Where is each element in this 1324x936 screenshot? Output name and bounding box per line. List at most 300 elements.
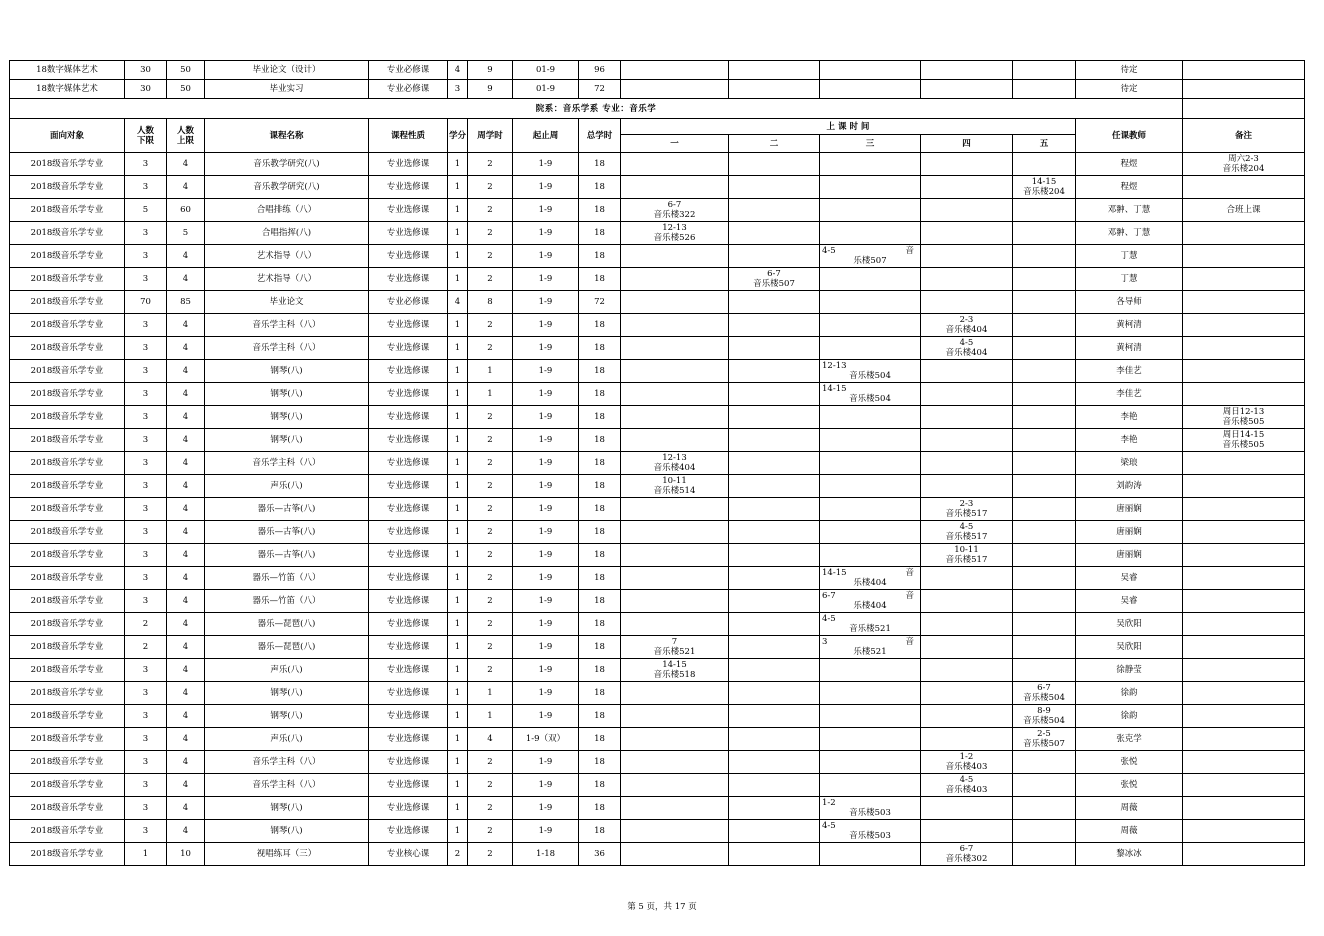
note-cell [1183,268,1305,291]
weekly-hours-cell: 9 [468,80,513,99]
header-course: 课程名称 [205,119,369,153]
day-wed-line2: 音乐楼521 [849,624,891,634]
day-wed-cell [820,590,921,613]
day-fri-cell [1013,590,1076,613]
day-mon-cell [621,590,729,613]
weeks-cell: 1-9 [513,360,579,383]
day-thu-cell [921,682,1013,705]
credit-cell: 3 [448,80,468,99]
music-course-rows [10,153,1305,866]
credit-cell: 1 [448,774,468,797]
teacher-cell: 唐丽娴 [1076,498,1183,521]
min-cell: 3 [125,176,167,199]
weekly-hours-cell: 9 [468,61,513,80]
day-mon-cell [621,843,729,866]
day-tue-cell [729,176,820,199]
day-wed-time: 12-13 [822,361,847,371]
max-cell: 4 [167,705,205,728]
target-cell: 2018级音乐学专业 [10,176,125,199]
course-type-cell: 专业选修课 [369,544,448,567]
min-cell: 3 [125,682,167,705]
max-cell: 4 [167,429,205,452]
day-mon-cell [621,498,729,521]
teacher-cell: 黄柯清 [1076,314,1183,337]
weeks-cell: 1-9 [513,521,579,544]
day-wed-cell [820,705,921,728]
course-name-cell: 毕业实习 [205,80,369,99]
min-cell: 3 [125,429,167,452]
max-cell: 4 [167,245,205,268]
target-cell: 2018级音乐学专业 [10,245,125,268]
day-wed-line2: 乐楼507 [853,256,887,266]
day-cell [820,61,921,80]
total-hours-cell: 18 [579,774,621,797]
day-thu-cell [921,751,1013,774]
note-cell [1183,80,1305,99]
weeks-cell: 1-9 [513,797,579,820]
teacher-cell: 邓翀、丁慧 [1076,222,1183,245]
day-wed-cell [820,429,921,452]
max-cell: 4 [167,636,205,659]
day-fri-cell [1013,360,1076,383]
course-name-cell: 合唱排练（八） [205,199,369,222]
max-cell: 4 [167,268,205,291]
header-note: 备注 [1183,119,1305,153]
total-hours-cell: 18 [579,314,621,337]
day-mon-cell [621,475,729,498]
day-wed-time: 4-5 [822,614,836,624]
day-mon-cell-line2: 音乐楼404 [653,463,696,473]
weekly-hours-cell: 1 [468,360,513,383]
day-thu-cell [921,176,1013,199]
day-thu-cell [921,337,1013,360]
credit-cell: 1 [448,590,468,613]
day-wed-cell [820,176,921,199]
min-cell: 3 [125,797,167,820]
day-mon-cell [621,567,729,590]
target-cell: 2018级音乐学专业 [10,360,125,383]
day-tue-cell [729,636,820,659]
target-cell: 2018级音乐学专业 [10,590,125,613]
course-type-cell: 专业选修课 [369,337,448,360]
day-cell [621,80,729,99]
max-cell: 4 [167,452,205,475]
min-cell: 3 [125,360,167,383]
note-cell-line2: 音乐楼204 [1222,164,1265,174]
max-cell: 4 [167,774,205,797]
weekly-hours-cell: 2 [468,820,513,843]
day-fri-cell [1013,452,1076,475]
min-cell: 3 [125,567,167,590]
day-thu-cell-line2: 音乐楼517 [945,532,988,542]
teacher-cell: 吴欣阳 [1076,613,1183,636]
weeks-cell: 1-9 [513,406,579,429]
day-wed-cell [820,268,921,291]
total-hours-cell: 18 [579,268,621,291]
note-cell [1183,636,1305,659]
min-cell: 3 [125,452,167,475]
table-row [10,337,1305,360]
day-mon-cell [621,337,729,360]
max-cell: 4 [167,383,205,406]
table-row [10,360,1305,383]
table-row [10,521,1305,544]
day-mon-cell-line1: 14-15 [662,660,687,670]
min-cell: 2 [125,636,167,659]
day-thu-cell [921,774,1013,797]
total-hours-cell: 18 [579,429,621,452]
course-name-cell: 器乐—琵琶(八) [205,636,369,659]
credit-cell: 1 [448,268,468,291]
day-thu-cell-line2: 音乐楼517 [945,555,988,565]
day-thu-cell [921,843,1013,866]
day-tue-cell [729,360,820,383]
day-mon-cell [621,659,729,682]
weeks-cell: 1-9 [513,383,579,406]
weeks-cell: 1-9 [513,659,579,682]
header-max [167,119,205,153]
min-cell: 30 [125,80,167,99]
min-cell: 2 [125,613,167,636]
weekly-hours-cell: 2 [468,521,513,544]
day-tue-cell [729,521,820,544]
max-cell: 4 [167,475,205,498]
weekly-hours-cell: 2 [468,544,513,567]
day-mon-cell-line1: 6-7 [667,200,682,210]
weekly-hours-cell: 2 [468,659,513,682]
teacher-cell: 黄柯清 [1076,337,1183,360]
credit-cell: 1 [448,153,468,176]
target-cell: 2018级音乐学专业 [10,659,125,682]
credit-cell: 1 [448,199,468,222]
course-type-cell: 专业选修课 [369,475,448,498]
day-wed-cell [820,314,921,337]
weeks-cell: 1-9 [513,705,579,728]
course-type-cell: 专业选修课 [369,659,448,682]
table-row [10,80,1305,99]
day-thu-cell [921,820,1013,843]
note-cell-line1: 周日14-15 [1222,430,1265,440]
day-wed-time: 1-2 [822,798,836,808]
weekly-hours-cell: 1 [468,705,513,728]
teacher-cell: 李佳艺 [1076,383,1183,406]
teacher-cell: 张克学 [1076,728,1183,751]
table-row [10,222,1305,245]
target-cell: 2018级音乐学专业 [10,820,125,843]
target-cell: 18数字媒体艺术 [10,80,125,99]
course-name-cell: 器乐—古筝(八) [205,544,369,567]
weekly-hours-cell: 2 [468,613,513,636]
max-cell: 4 [167,567,205,590]
total-hours-cell: 18 [579,153,621,176]
course-name-cell: 钢琴(八) [205,429,369,452]
target-cell: 2018级音乐学专业 [10,636,125,659]
course-type-cell: 专业选修课 [369,820,448,843]
weeks-cell: 1-9 [513,567,579,590]
total-hours-cell: 18 [579,820,621,843]
max-cell: 4 [167,406,205,429]
course-type-cell: 专业选修课 [369,245,448,268]
total-hours-cell: 96 [579,61,621,80]
target-cell: 2018级音乐学专业 [10,452,125,475]
total-hours-cell: 36 [579,843,621,866]
weeks-cell: 1-9 [513,153,579,176]
day-thu-cell-line1: 6-7 [959,844,974,854]
day-wed-time: 6-7 [822,591,836,601]
day-wed-cell [820,360,921,383]
weekly-hours-cell: 2 [468,314,513,337]
weeks-cell: 1-9 [513,199,579,222]
table-row [10,153,1305,176]
day-thu-cell-line1: 1-2 [959,752,974,762]
max-cell: 4 [167,337,205,360]
table-row [10,176,1305,199]
day-thu-cell-line1: 4-5 [959,775,974,785]
day-tue-cell [729,314,820,337]
note-cell [1183,682,1305,705]
teacher-cell: 各导师 [1076,291,1183,314]
course-type-cell: 专业选修课 [369,682,448,705]
credit-cell: 1 [448,406,468,429]
course-type-cell: 专业必修课 [369,61,448,80]
weekly-hours-cell: 2 [468,153,513,176]
weekly-hours-cell: 2 [468,797,513,820]
course-name-cell: 音乐学主科（八） [205,774,369,797]
day-thu-cell [921,199,1013,222]
total-hours-cell: 18 [579,176,621,199]
course-type-cell: 专业选修课 [369,153,448,176]
table-row [10,659,1305,682]
total-hours-cell: 18 [579,728,621,751]
table-row [10,268,1305,291]
day-fri-cell-line1: 2-5 [1037,729,1051,739]
day-fri-cell [1013,383,1076,406]
day-wed-time: 4-5 [822,821,836,831]
table-row [10,705,1305,728]
day-thu-cell [921,268,1013,291]
header-target: 面向对象 [10,119,125,153]
day-wed-line2: 乐楼521 [853,647,887,657]
day-mon-cell [621,268,729,291]
credit-cell: 1 [448,682,468,705]
credit-cell: 1 [448,705,468,728]
day-thu-cell [921,705,1013,728]
note-cell-line1: 周日12-13 [1222,407,1265,417]
header-total: 总学时 [579,119,621,153]
course-type-cell: 专业选修课 [369,728,448,751]
min-cell: 3 [125,498,167,521]
weeks-cell: 1-9 [513,475,579,498]
day-wed-cell [820,406,921,429]
day-thu-cell [921,429,1013,452]
teacher-cell: 吴欣阳 [1076,636,1183,659]
weeks-cell: 1-9 [513,498,579,521]
target-cell: 2018级音乐学专业 [10,521,125,544]
day-fri-cell [1013,268,1076,291]
note-cell [1183,291,1305,314]
target-cell: 2018级音乐学专业 [10,682,125,705]
weeks-cell: 01-9 [513,61,579,80]
weeks-cell: 1-9 [513,774,579,797]
target-cell: 2018级音乐学专业 [10,475,125,498]
day-thu-cell [921,291,1013,314]
day-tue-cell [729,705,820,728]
target-cell: 2018级音乐学专业 [10,843,125,866]
target-cell: 2018级音乐学专业 [10,406,125,429]
day-thu-cell [921,521,1013,544]
total-hours-cell: 72 [579,291,621,314]
course-type-cell: 专业选修课 [369,797,448,820]
day-wed-cell [820,544,921,567]
course-name-cell: 器乐—古筝(八) [205,498,369,521]
course-name-cell: 声乐(八) [205,659,369,682]
total-hours-cell: 18 [579,360,621,383]
note-cell [1183,544,1305,567]
day-tue-cell [729,613,820,636]
teacher-cell: 丁慧 [1076,245,1183,268]
total-hours-cell: 18 [579,452,621,475]
day-tue-cell [729,268,820,291]
course-type-cell: 专业选修课 [369,222,448,245]
course-type-cell: 专业选修课 [369,199,448,222]
weekly-hours-cell: 2 [468,268,513,291]
day-tue-cell [729,452,820,475]
header-teacher: 任课教师 [1076,119,1183,153]
note-cell-line2: 音乐楼505 [1222,440,1265,450]
target-cell: 18数字媒体艺术 [10,61,125,80]
course-name-cell: 钢琴(八) [205,797,369,820]
day-cell [820,80,921,99]
target-cell: 2018级音乐学专业 [10,268,125,291]
day-wed-cell [820,774,921,797]
day-tue-cell [729,659,820,682]
course-type-cell: 专业选修课 [369,498,448,521]
table-row [10,567,1305,590]
day-fri-cell [1013,613,1076,636]
weekly-hours-cell: 1 [468,682,513,705]
note-cell [1183,153,1305,176]
total-hours-cell: 72 [579,80,621,99]
header-weekly: 周学时 [468,119,513,153]
max-cell: 50 [167,61,205,80]
day-tue-cell [729,820,820,843]
weekly-hours-cell: 2 [468,498,513,521]
total-hours-cell: 18 [579,659,621,682]
header-type: 课程性质 [369,119,448,153]
header-weeks: 起止周 [513,119,579,153]
credit-cell: 1 [448,314,468,337]
day-thu-cell [921,797,1013,820]
note-cell [1183,222,1305,245]
day-mon-cell [621,682,729,705]
header-schedule: 上 课 时 间 [621,119,1076,135]
day-wed-cell [820,498,921,521]
weeks-cell: 1-9 [513,613,579,636]
max-cell: 4 [167,314,205,337]
day-tue-cell [729,153,820,176]
course-name-cell: 艺术指导（八） [205,268,369,291]
day-mon-cell [621,705,729,728]
table-row [10,590,1305,613]
course-type-cell: 专业选修课 [369,429,448,452]
day-thu-cell-line2: 音乐楼404 [945,325,988,335]
note-cell [1183,337,1305,360]
day-wed-cell [820,199,921,222]
day-wed-cell [820,452,921,475]
course-name-cell: 器乐—古筝(八) [205,521,369,544]
note-cell [1183,475,1305,498]
note-cell [1183,498,1305,521]
day-mon-cell [621,613,729,636]
day-tue-cell [729,590,820,613]
max-cell: 4 [167,659,205,682]
table-row [10,728,1305,751]
day-tue-cell [729,774,820,797]
day-fri-cell [1013,705,1076,728]
day-wed-line1 [820,361,920,371]
day-tue-cell [729,222,820,245]
teacher-cell: 程煜 [1076,176,1183,199]
target-cell: 2018级音乐学专业 [10,222,125,245]
day-wed-time: 3 [822,637,828,647]
day-wed-line2: 乐楼404 [853,578,887,588]
day-fri-cell [1013,659,1076,682]
weekly-hours-cell: 2 [468,751,513,774]
max-cell: 4 [167,797,205,820]
day-mon-cell [621,383,729,406]
day-wed-line2: 音乐楼503 [849,831,891,841]
note-cell [1183,383,1305,406]
target-cell: 2018级音乐学专业 [10,544,125,567]
day-fri-cell [1013,498,1076,521]
note-cell [1183,429,1305,452]
weeks-cell: 1-9 [513,268,579,291]
day-mon-cell [621,314,729,337]
day-cell [621,61,729,80]
max-cell: 4 [167,360,205,383]
day-thu-cell-line1: 10-11 [954,545,979,555]
teacher-cell: 张悦 [1076,774,1183,797]
table-row [10,199,1305,222]
course-name-cell: 音乐学主科（八） [205,751,369,774]
target-cell: 2018级音乐学专业 [10,774,125,797]
day-fri-cell [1013,337,1076,360]
max-cell: 4 [167,682,205,705]
max-cell: 4 [167,153,205,176]
total-hours-cell: 18 [579,406,621,429]
weekly-hours-cell: 4 [468,728,513,751]
target-cell: 2018级音乐学专业 [10,705,125,728]
header-max-line2: 上限 [176,135,194,146]
weeks-cell: 1-9 [513,544,579,567]
weeks-cell: 1-9 [513,682,579,705]
teacher-cell: 程煜 [1076,153,1183,176]
day-thu-cell [921,728,1013,751]
note-cell [1183,521,1305,544]
credit-cell: 4 [448,291,468,314]
total-hours-cell: 18 [579,544,621,567]
day-tue-cell [729,429,820,452]
credit-cell: 1 [448,222,468,245]
course-name-cell: 艺术指导（八） [205,245,369,268]
note-cell-line1: 周六2-3 [1228,154,1259,164]
total-hours-cell: 18 [579,222,621,245]
day-thu-cell-line1: 4-5 [959,522,974,532]
course-name-cell: 音乐学主科（八） [205,452,369,475]
course-name-cell: 器乐—竹笛（八） [205,590,369,613]
course-name-cell: 合唱指挥(八) [205,222,369,245]
total-hours-cell: 18 [579,337,621,360]
